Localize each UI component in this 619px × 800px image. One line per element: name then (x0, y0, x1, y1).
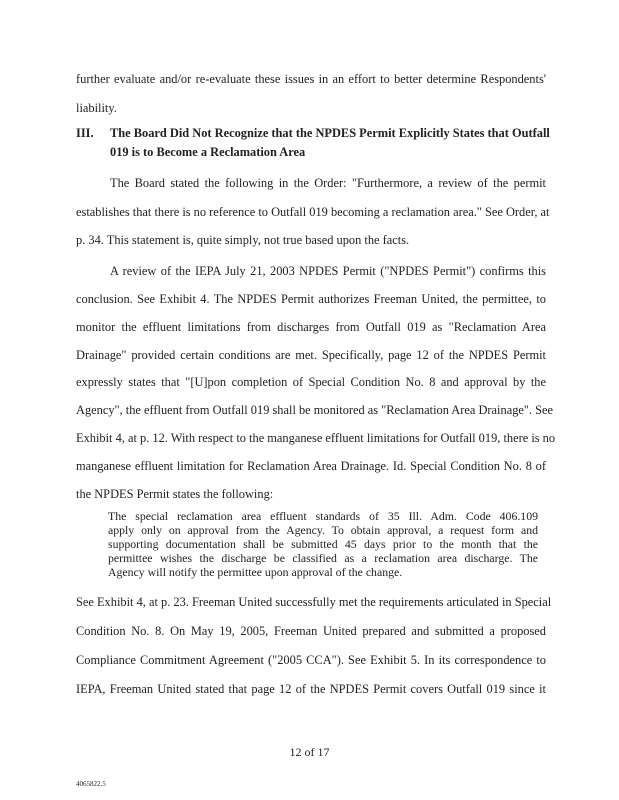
paragraph-3-line-6: Agency", the effluent from Outfall 019 shall be monitored as "Reclamation Area Drainage". See (76, 403, 554, 417)
section-heading-line-2: 019 is to Become a Reclamation Area (110, 145, 306, 159)
paragraph-1-line-2: liability. (76, 101, 117, 115)
quote-line-5: Agency will notify the permittee upon approval of the change. (108, 565, 403, 579)
paragraph-3-line-1: A review of the IEPA July 21, 2003 NPDES Permit ("NPDES Permit") confirms this (110, 264, 546, 278)
section-number: III. (76, 126, 94, 140)
paragraph-3-line-5: expressly states that "[U]pon completion of Special Condition No. 8 and approval by the (76, 375, 546, 389)
paragraph-3-line-2: conclusion. See Exhibit 4. The NPDES Permit authorizes Freeman United, the permittee, to (76, 292, 546, 306)
quote-line-1: The special reclamation area effluent standards of 35 Ill. Adm. Code 406.109 (108, 509, 538, 523)
paragraph-3-line-9: the NPDES Permit states the following: (76, 487, 274, 501)
quote-line-4: permittee wishes the discharge be classified as a reclamation area discharge. The (108, 551, 538, 565)
quote-line-2: apply only on approval from the Agency. To obtain approval, a request form and (108, 523, 538, 537)
paragraph-3-line-8: manganese effluent limitation for Reclamation Area Drainage. Id. Special Condition No. 8 of (76, 459, 546, 473)
section-heading-line-1: The Board Did Not Recognize that the NPDES Permit Explicitly States that Outfall (110, 126, 550, 140)
quote-line-3: supporting documentation shall be submitted 45 days prior to the month that the (108, 537, 538, 551)
paragraph-4-line-1: See Exhibit 4, at p. 23. Freeman United successfully met the requirements articulated in Special (76, 595, 552, 609)
paragraph-4-line-3: Compliance Commitment Agreement ("2005 CCA"). See Exhibit 5. In its correspondence to (76, 653, 546, 667)
paragraph-1-line-1: further evaluate and/or re-evaluate these issues in an effort to better determine Respondents' (76, 72, 546, 86)
paragraph-3-line-4: Drainage" provided certain conditions are met. Specifically, page 12 of the NPDES Permit (76, 348, 546, 362)
paragraph-2-line-3: p. 34. This statement is, quite simply, not true based upon the facts. (76, 233, 410, 247)
paragraph-2-line-2: establishes that there is no reference to Outfall 019 becoming a reclamation area." See Order, at (76, 205, 550, 219)
paragraph-2-line-1: The Board stated the following in the Order: "Furthermore, a review of the permit (110, 176, 546, 190)
paragraph-3-line-7: Exhibit 4, at p. 12. With respect to the manganese effluent limitations for Outfall 019, there is no (76, 431, 556, 445)
page-number: 12 of 17 (289, 745, 330, 759)
paragraph-4-line-2: Condition No. 8. On May 19, 2005, Freeman United prepared and submitted a proposed (76, 624, 546, 638)
document-id: 4065822.5 (76, 780, 106, 788)
paragraph-3-line-3: monitor the effluent limitations from discharges from Outfall 019 as "Reclamation Area (76, 320, 546, 334)
paragraph-4-line-4: IEPA, Freeman United stated that page 12 of the NPDES Permit covers Outfall 019 since it (76, 682, 546, 696)
